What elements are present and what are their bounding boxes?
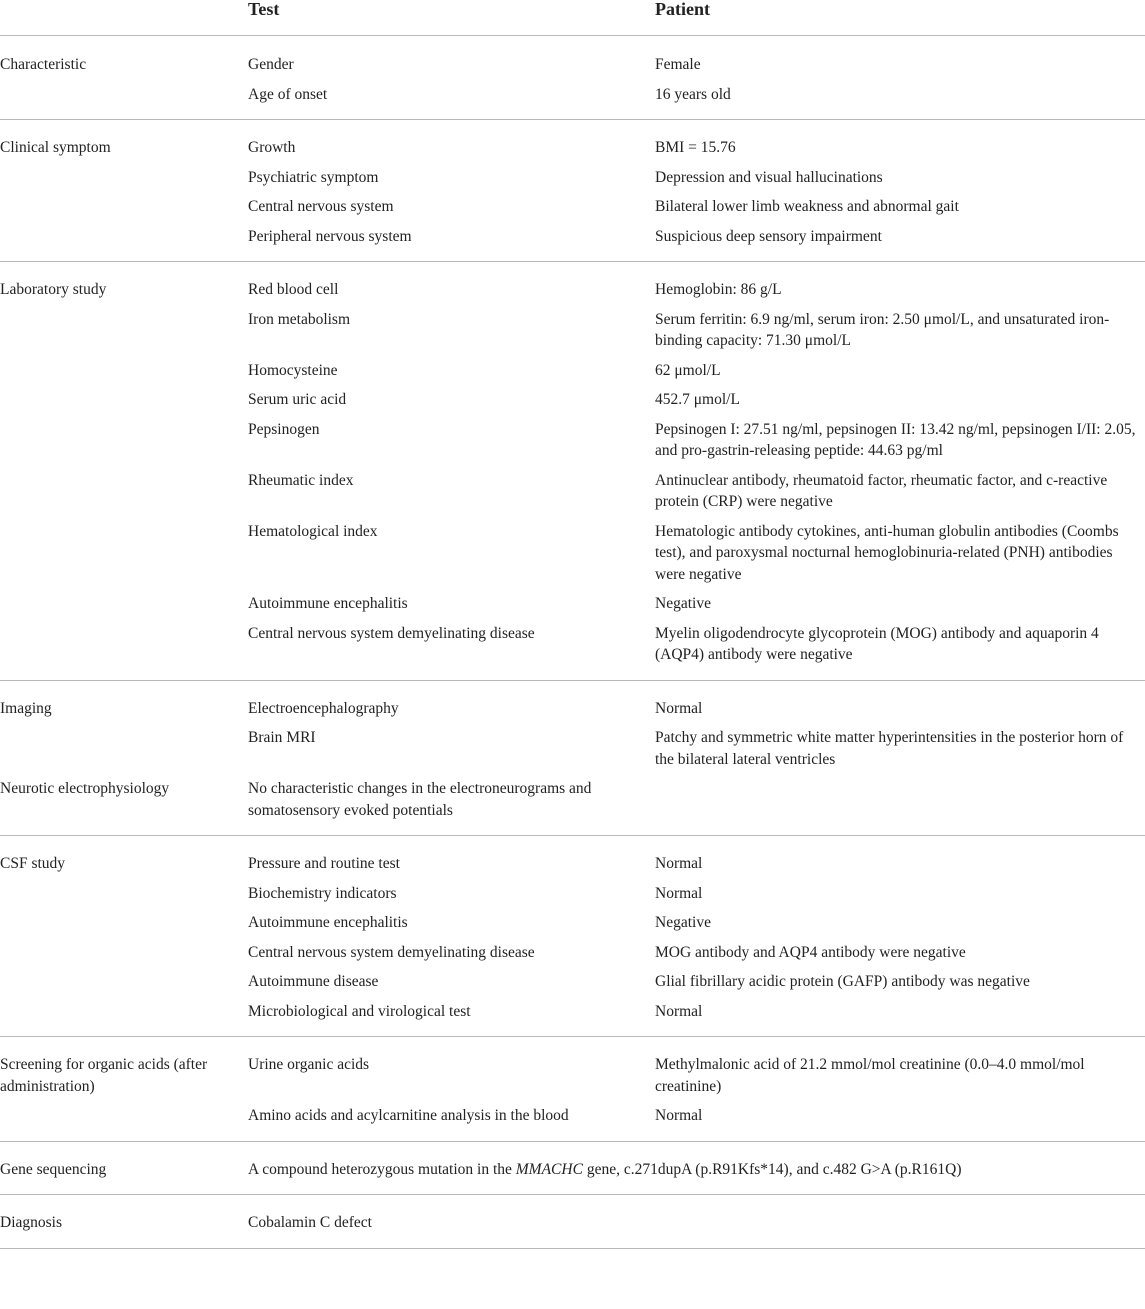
patient-cell: Depression and visual hallucinations bbox=[655, 168, 883, 186]
table-row bbox=[0, 836, 1145, 875]
table-row bbox=[0, 120, 1145, 159]
section-label: Characteristic bbox=[0, 56, 87, 73]
table-row bbox=[0, 462, 1145, 513]
patient-cell: 16 years old bbox=[655, 85, 731, 103]
test-cell: Serum uric acid bbox=[248, 391, 347, 408]
table-row bbox=[0, 963, 1145, 993]
table-row bbox=[0, 159, 1145, 189]
table-row bbox=[0, 76, 1145, 120]
gene-symbol: MMACHC bbox=[515, 1160, 583, 1178]
test-cell: Autoimmune encephalitis bbox=[248, 914, 408, 931]
test-cell: Pepsinogen bbox=[248, 420, 320, 438]
table-row bbox=[0, 615, 1145, 681]
patient-cell: Antinuclear antibody, rheumatoid factor, rheumatic factor, and c-reactive protein (CRP) were negative bbox=[655, 471, 1108, 510]
patient-cell: Methylmalonic acid of 21.2 mmol/mol creatinine (0.0–4.0 mmol/mol creatinine) bbox=[655, 1056, 1085, 1095]
test-cell: Central nervous system demyelinating disease bbox=[248, 943, 535, 961]
patient-cell: Hematologic antibody cytokines, anti-human globulin antibodies (Coombs test), and paroxysmal nocturnal hemoglobinuria-related (PNH) antibodies were negative bbox=[655, 522, 1119, 583]
patient-cell: 452.7 μmol/L bbox=[655, 391, 740, 408]
test-cell: Homocysteine bbox=[248, 361, 338, 379]
test-cell: Gender bbox=[248, 56, 294, 73]
table-row bbox=[0, 301, 1145, 352]
patient-cell: Female bbox=[655, 56, 701, 73]
patient-cell: Normal bbox=[655, 1002, 703, 1020]
table-row bbox=[0, 770, 1145, 836]
table-row bbox=[0, 513, 1145, 586]
patient-cell: Normal bbox=[655, 699, 703, 717]
patient-cell: Pepsinogen I: 27.51 ng/ml, pepsinogen II: 13.42 ng/ml, pepsinogen I/II: 2.05, and pro-gastrin-releasing peptide: 44.63 pg/ml bbox=[655, 420, 1136, 459]
table-row bbox=[0, 680, 1145, 719]
test-cell: Hematological index bbox=[248, 522, 378, 540]
test-cell: Age of onset bbox=[248, 85, 328, 103]
section-label: CSF study bbox=[0, 855, 66, 872]
test-cell: Pressure and routine test bbox=[248, 855, 400, 872]
section-label: Laboratory study bbox=[0, 281, 107, 298]
section-label: Screening for organic acids (after administration) bbox=[0, 1056, 208, 1095]
patient-cell: MOG antibody and AQP4 antibody were negative bbox=[655, 943, 966, 961]
table-row bbox=[0, 411, 1145, 462]
header-test: Test bbox=[248, 0, 280, 19]
diagnosis-cell: Cobalamin C defect bbox=[248, 1214, 372, 1231]
test-cell: Peripheral nervous system bbox=[248, 227, 412, 245]
patient-cell: Myelin oligodendrocyte glycoprotein (MOG) antibody and aquaporin 4 (AQP4) antibody were negative bbox=[655, 624, 1099, 663]
patient-cell: Serum ferritin: 6.9 ng/ml, serum iron: 2.50 μmol/L, and unsaturated iron-binding capacity: 71.30 μmol/L bbox=[655, 310, 1110, 349]
table-row bbox=[0, 352, 1145, 382]
table-row bbox=[0, 1195, 1145, 1249]
header-patient: Patient bbox=[655, 0, 710, 19]
test-cell: Brain MRI bbox=[248, 729, 316, 746]
table-row bbox=[0, 934, 1145, 964]
test-cell: Central nervous system bbox=[248, 198, 394, 215]
table-row bbox=[0, 904, 1145, 934]
test-cell: Autoimmune disease bbox=[248, 973, 379, 990]
table-row bbox=[0, 1037, 1145, 1098]
test-cell: Psychiatric symptom bbox=[248, 168, 379, 186]
gene-text-after: gene, c.271dupA (p.R91Kfs*14), and c.482 G>A (p.R161Q) bbox=[582, 1160, 962, 1178]
table-row bbox=[0, 381, 1145, 411]
table-header-row bbox=[0, 0, 1145, 36]
test-cell: Biochemistry indicators bbox=[248, 884, 397, 902]
patient-cell: 62 μmol/L bbox=[655, 361, 721, 379]
section-label: Gene sequencing bbox=[0, 1160, 107, 1178]
patient-cell: Bilateral lower limb weakness and abnormal gait bbox=[655, 198, 959, 215]
table-row bbox=[0, 719, 1145, 770]
patient-cell: Patchy and symmetric white matter hyperintensities in the posterior horn of the bilateral lateral ventricles bbox=[655, 729, 1124, 768]
patient-cell: Negative bbox=[655, 914, 711, 931]
table-row bbox=[0, 1097, 1145, 1141]
patient-cell: Glial fibrillary acidic protein (GAFP) antibody was negative bbox=[655, 973, 1030, 990]
patient-cell: Normal bbox=[655, 1107, 703, 1124]
patient-cell: Suspicious deep sensory impairment bbox=[655, 227, 882, 245]
patient-cell: Normal bbox=[655, 884, 703, 902]
test-cell: Red blood cell bbox=[248, 281, 339, 298]
table-row bbox=[0, 1141, 1145, 1195]
test-cell: Iron metabolism bbox=[248, 310, 351, 328]
patient-cell: Negative bbox=[655, 595, 711, 612]
table-row bbox=[0, 36, 1145, 76]
section-label: Diagnosis bbox=[0, 1214, 62, 1231]
test-cell: Central nervous system demyelinating disease bbox=[248, 624, 535, 642]
table-row bbox=[0, 585, 1145, 615]
patient-cell: Hemoglobin: 86 g/L bbox=[655, 281, 782, 298]
test-cell: Rheumatic index bbox=[248, 471, 354, 489]
test-cell: No characteristic changes in the electroneurograms and somatosensory evoked potentials bbox=[248, 780, 592, 819]
test-cell: Autoimmune encephalitis bbox=[248, 595, 408, 612]
section-label: Clinical symptom bbox=[0, 139, 111, 156]
table-row bbox=[0, 218, 1145, 262]
table-row bbox=[0, 875, 1145, 905]
patient-cell bbox=[655, 770, 1145, 836]
patient-cell: Normal bbox=[655, 855, 703, 872]
test-cell: Amino acids and acylcarnitine analysis in the blood bbox=[248, 1107, 569, 1124]
gene-text-before: A compound heterozygous mutation in the bbox=[248, 1160, 516, 1178]
test-cell: Microbiological and virological test bbox=[248, 1002, 471, 1020]
test-cell: Growth bbox=[248, 139, 296, 156]
table-row bbox=[0, 262, 1145, 301]
table-row bbox=[0, 993, 1145, 1037]
section-label: Neurotic electrophysiology bbox=[0, 780, 170, 797]
gene-result-cell bbox=[248, 1141, 1145, 1195]
test-cell: Urine organic acids bbox=[248, 1056, 370, 1073]
patient-cell: BMI = 15.76 bbox=[655, 139, 736, 156]
table-row bbox=[0, 188, 1145, 218]
test-cell: Electroencephalography bbox=[248, 699, 399, 717]
header-section bbox=[0, 0, 248, 36]
section-label: Imaging bbox=[0, 699, 52, 717]
